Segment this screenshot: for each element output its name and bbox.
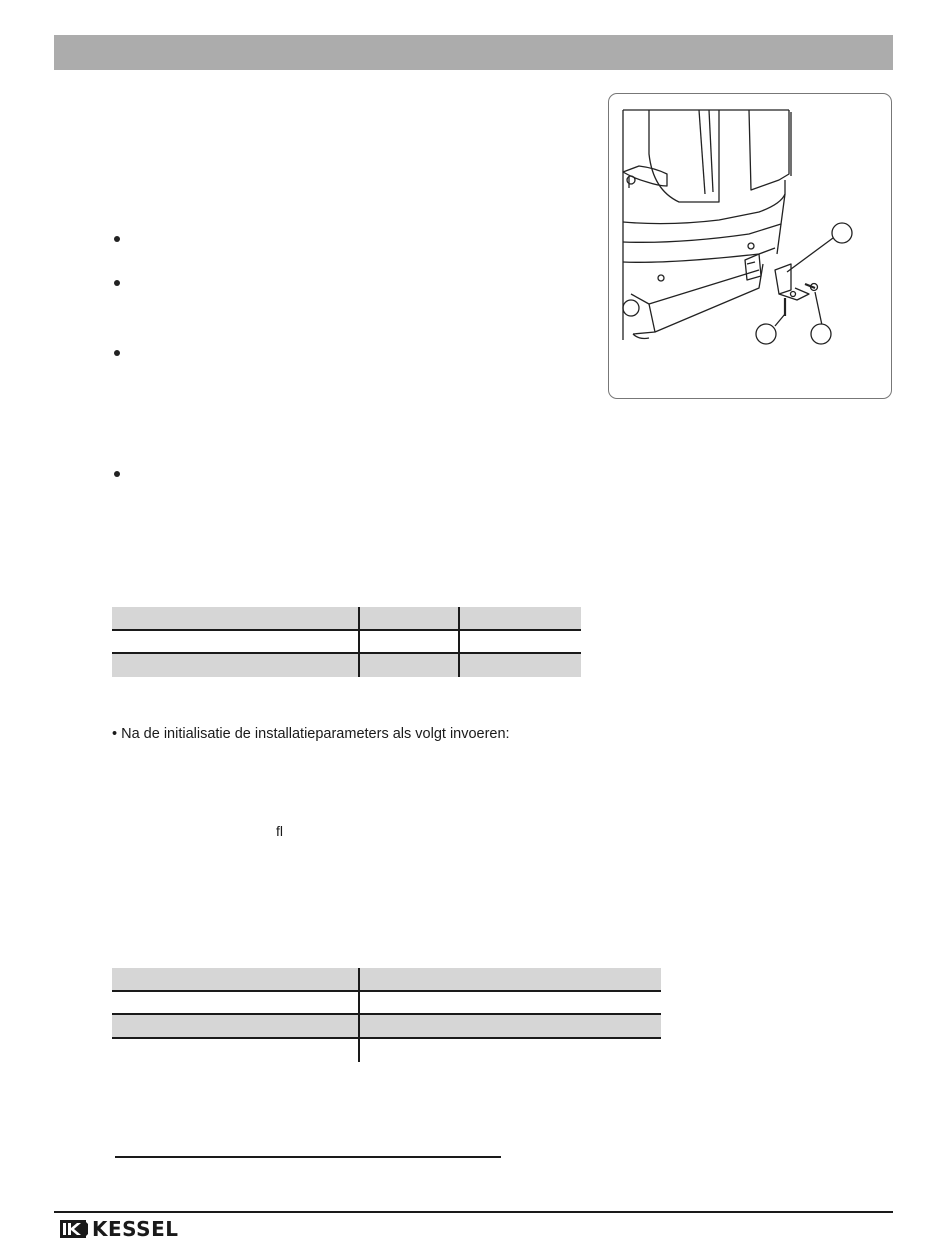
bullet-marker — [114, 350, 120, 356]
table-row — [112, 1015, 661, 1038]
callout-circle-2 — [756, 324, 776, 344]
table-row — [112, 1039, 661, 1062]
table-row — [112, 631, 581, 654]
installation-figure — [608, 93, 892, 399]
footer-divider — [54, 1211, 893, 1213]
kessel-logo-mark-icon — [54, 1218, 88, 1240]
table-row — [112, 968, 661, 991]
brand-logo — [54, 1215, 178, 1243]
column-divider — [458, 607, 460, 677]
bullet-marker — [114, 280, 120, 286]
table-row — [112, 607, 581, 630]
table-row — [112, 992, 661, 1015]
unit-bracket-drawing — [609, 94, 891, 398]
column-divider — [358, 607, 360, 677]
footnote-separator — [115, 1156, 501, 1158]
brand-name: KESSEL — [92, 1217, 179, 1241]
bullet-marker — [114, 236, 120, 242]
callout-circle-3 — [811, 324, 831, 344]
table-row — [112, 654, 581, 677]
instruction-text: • Na de initialisatie de installatieparameters als volgt invoeren: — [112, 726, 510, 742]
bullet-marker — [114, 471, 120, 477]
text-fragment: fl — [276, 823, 283, 839]
header-band — [54, 35, 893, 70]
column-divider — [358, 968, 360, 1062]
callout-circle-1 — [832, 223, 852, 243]
